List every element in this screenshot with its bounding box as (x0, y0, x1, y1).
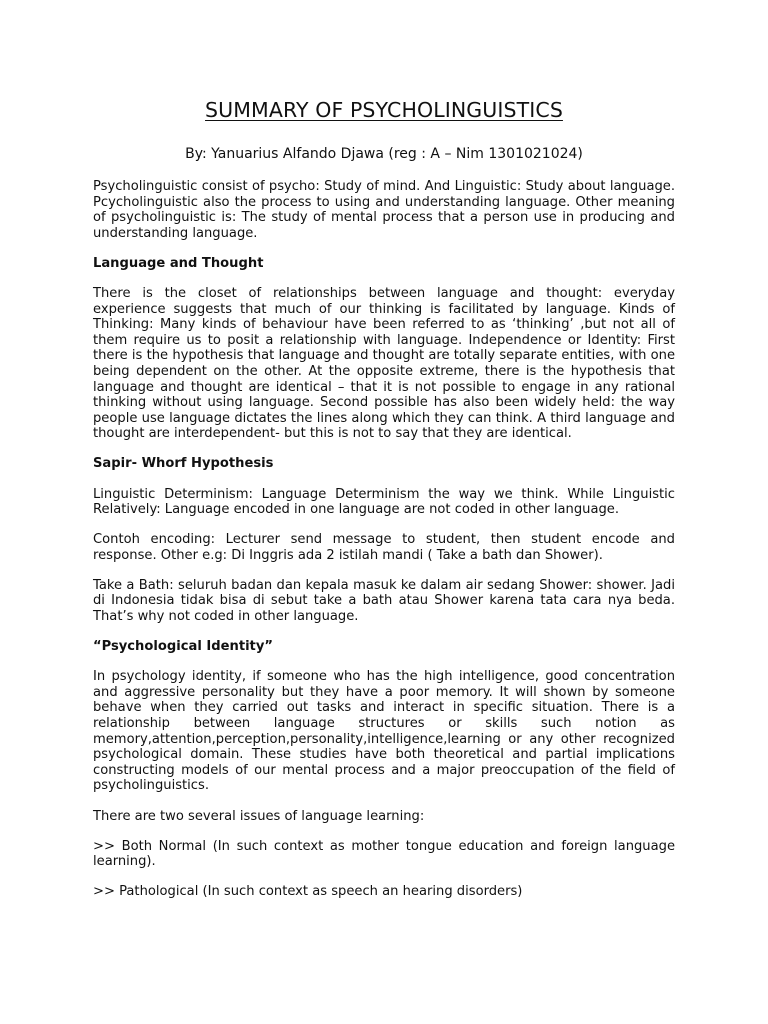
list-item-normal: >> Both Normal (In such context as mother tongue education and foreign language learning). (93, 838, 675, 870)
body-paragraph: Linguistic Determinism: Language Determinism the way we think. While Linguistic Relatively: Language encoded in one language are not coded in other language. (93, 486, 675, 518)
body-paragraph: There is the closet of relationships between language and thought: everyday experience suggests that much of our thinking is facilitated by language. Kinds of Thinking: Many kinds of behaviour have been referred to as ‘thinking’ ,but not all of them require us to posit a relationship with language. Independence or Identity: First there is the hypothesis that language and thought are totally separate entities, with one being dependent on the other. At the opposite extreme, there is the hypothesis that language and thought are identical – that it is not possible to engage in any rational thinking without using language. Second possible has also been widely held: the way people use language dictates the lines along which they can think. A third language and thought are interdependent- but this is not to say that they are identical. (93, 285, 675, 442)
body-paragraph: There are two several issues of language learning: (93, 808, 425, 824)
document-title: SUMMARY OF PSYCHOLINGUISTICS (205, 98, 563, 122)
section-heading-psychological-identity: “Psychological Identity” (93, 639, 273, 655)
list-item-pathological: >> Pathological (In such context as speech an hearing disorders) (93, 884, 523, 900)
body-paragraph: Take a Bath: seluruh badan dan kepala masuk ke dalam air sedang Shower: shower. Jadi di Indonesia tidak bisa di sebut take a bath atau Shower karena tata cara nya beda. That’s why not coded in other language. (93, 577, 675, 625)
section-heading-sapir-whorf: Sapir- Whorf Hypothesis (93, 456, 274, 472)
document-body (93, 179, 675, 914)
author-byline: By: Yanuarius Alfando Djawa (reg : A – Nim 1301021024) (185, 146, 583, 162)
section-heading-language-thought: Language and Thought (93, 255, 264, 271)
body-paragraph: In psychology identity, if someone who has the high intelligence, good concentration and aggressive personality but they have a poor memory. It will shown by someone behave when they carried out tasks and interact in specific situation. There is a relationship between language structures or skills such notion as memory,attention,perception,personality,intelligence,learning or any other recognized psychological domain. These studies have both theoretical and partial implications constructing models of our mental process and a major preoccupation of the field of psycholinguistics. (93, 669, 675, 794)
body-paragraph: Contoh encoding: Lecturer send message to student, then student encode and response. Other e.g: Di Inggris ada 2 istilah mandi ( Take a bath dan Shower). (93, 532, 675, 563)
intro-paragraph: Psycholinguistic consist of psycho: Study of mind. And Linguistic: Study about language. Pcycholinguistic also the process to using and understanding language. Other meaning of psycholinguistic is: The study of mental process that a person use in producing and understanding language. (93, 179, 675, 241)
